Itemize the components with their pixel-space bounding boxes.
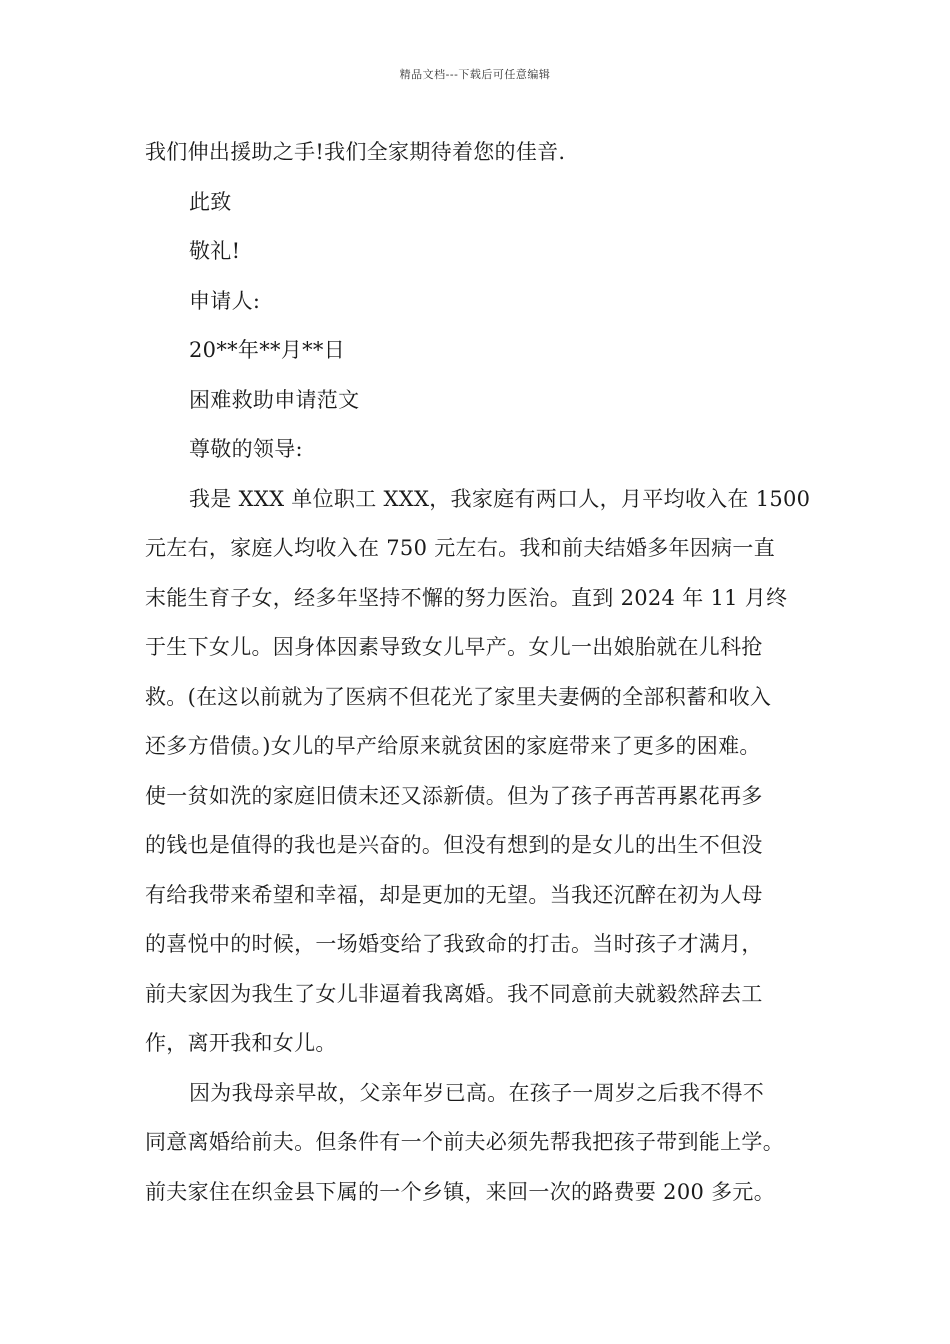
salutation-line-1: 此致: [189, 189, 232, 214]
applicant-line: 申请人:: [189, 288, 261, 313]
sample-title: 困难救助申请范文: [189, 387, 360, 412]
paragraph-line: 前夫家住在织金县下属的一个乡镇，来回一次的路费要 200 多元。: [145, 1179, 776, 1204]
paragraph-line: 还多方借债。)女儿的早产给原来就贫困的家庭带来了更多的困难。: [145, 734, 761, 758]
letter-body: [145, 128, 811, 1217]
date-line: 20**年**月**日: [189, 338, 346, 362]
paragraph-line: 使一贫如洗的家庭旧债末还又添新债。但为了孩子再苦再累花再多: [145, 783, 763, 808]
greeting-line: 尊敬的领导:: [189, 437, 303, 461]
paragraph-line: 我是 XXX 单位职工 XXX，我家庭有两口人，月平均收入在 1500: [189, 486, 811, 511]
paragraph-line: 同意离婚给前夫。但条件有一个前夫必须先帮我把孩子带到能上学。: [145, 1130, 784, 1154]
paragraph-line: 末能生育子女，经多年坚持不懈的努力医治。直到 2024 年 11 月终: [145, 585, 788, 610]
paragraph-line: 于生下女儿。因身体因素导致女儿早产。女儿一出娘胎就在儿科抢: [145, 635, 763, 659]
paragraph-1: [145, 475, 811, 1069]
page-header: 精品文档---下载后可任意编辑: [399, 68, 551, 81]
paragraph-line: 因为我母亲早故，父亲年岁已高。在孩子一周岁之后我不得不: [189, 1080, 765, 1105]
paragraph-line: 有给我带来希望和幸福，却是更加的无望。当我还沉醉在初为人母: [145, 882, 763, 907]
paragraph-line: 前夫家因为我生了女儿非逼着我离婚。我不同意前夫就毅然辞去工: [145, 981, 763, 1006]
salutation-line-2: 敬礼!: [189, 239, 241, 263]
closing-line: 我们伸出援助之手!我们全家期待着您的佳音.: [145, 140, 566, 164]
paragraph-line: 元左右，家庭人均收入在 750 元左右。我和前夫结婚多年因病一直: [145, 536, 776, 560]
paragraph-2: [145, 1069, 807, 1218]
paragraph-line: 的喜悦中的时候，一场婚变给了我致命的打击。当时孩子才满月，: [145, 932, 763, 956]
paragraph-line: 的钱也是值得的我也是兴奋的。但没有想到的是女儿的出生不但没: [145, 833, 763, 857]
paragraph-line: 作，离开我和女儿。: [145, 1031, 337, 1055]
paragraph-line: 救。(在这以前就为了医病不但花光了家里夫妻俩的全部积蓄和收入: [145, 684, 772, 709]
